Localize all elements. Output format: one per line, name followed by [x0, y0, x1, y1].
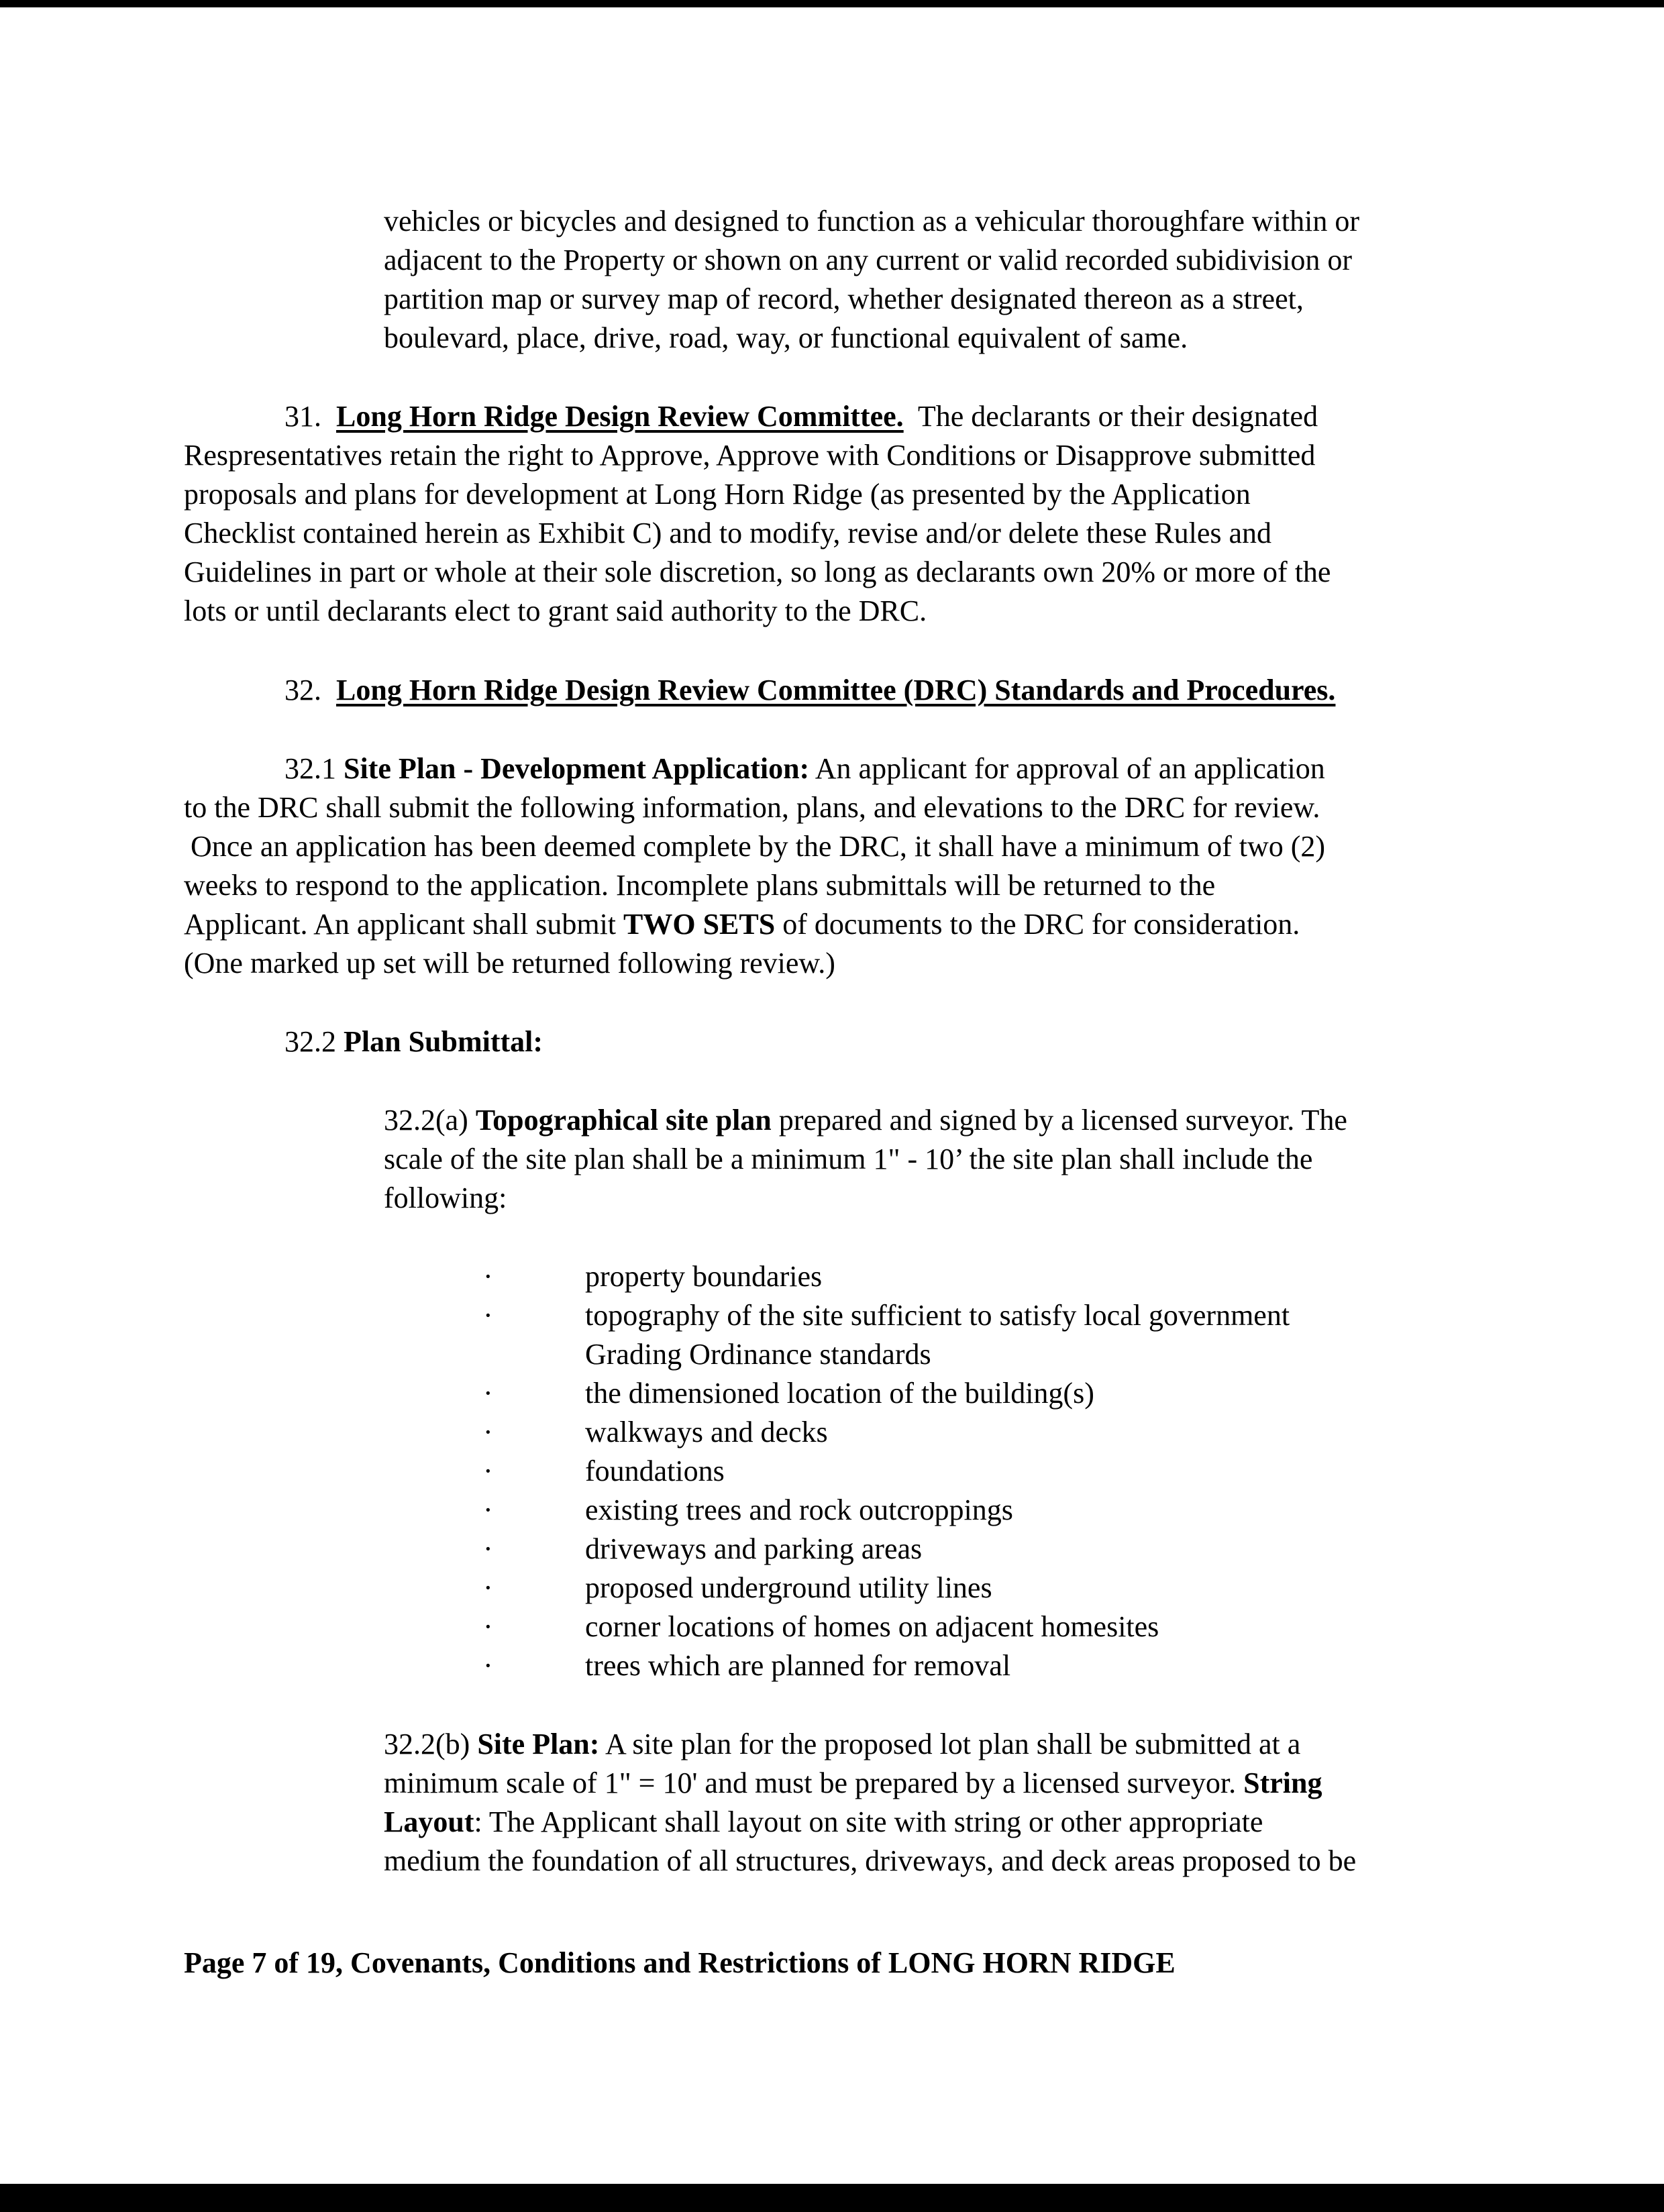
section-32-1-line: (One marked up set will be returned following review.)	[184, 947, 835, 980]
scan-top-edge	[0, 0, 1664, 7]
section-32-2b-first-line	[384, 1725, 1300, 1764]
intro-line: boulevard, place, drive, road, way, or functional equivalent of same.	[384, 321, 1188, 354]
page-footer: Page 7 of 19, Covenants, Conditions and Restrictions of LONG HORN RIDGE	[184, 1946, 1176, 1979]
bullet: ·	[483, 1260, 493, 1293]
section-32-2b-text: : The Applicant shall layout on site with string or other appropriate	[474, 1805, 1263, 1838]
list-item: property boundaries	[585, 1260, 823, 1293]
list-item-continuation: Grading Ordinance standards	[585, 1338, 931, 1371]
section-32-2a-number: 32.2(a)	[384, 1104, 468, 1137]
section-31-text: The declarants or their designated	[917, 400, 1318, 433]
section-32-heading-line	[284, 671, 1335, 710]
section-31-heading: Long Horn Ridge Design Review Committee.	[336, 400, 904, 433]
section-32-2b-line	[384, 1764, 1322, 1803]
bullet: ·	[483, 1416, 493, 1449]
list-item: walkways and decks	[585, 1416, 828, 1449]
section-32-1-line: Once an application has been deemed complete by the DRC, it shall have a minimum of two (2)	[191, 830, 1326, 863]
section-32-2b-number: 32.2(b)	[384, 1728, 470, 1760]
section-32-1-line: to the DRC shall submit the following information, plans, and elevations to the DRC for review.	[184, 791, 1320, 824]
list-item: foundations	[585, 1455, 725, 1487]
bullet: ·	[483, 1571, 493, 1604]
bullet: ·	[483, 1377, 493, 1410]
section-32-2-number: 32.2	[284, 1025, 336, 1058]
section-32-1-number: 32.1	[284, 752, 336, 785]
section-32-2-heading-line	[284, 1022, 543, 1061]
section-31-line: proposals and plans for development at Long Horn Ridge (as presented by the Application	[184, 478, 1251, 511]
intro-line: vehicles or bicycles and designed to function as a vehicular thoroughfare within or	[384, 205, 1359, 238]
two-sets-emphasis: TWO SETS	[623, 908, 776, 941]
section-32-1-line: weeks to respond to the application. Incomplete plans submittals will be returned to the	[184, 869, 1216, 902]
section-31-line: lots or until declarants elect to grant said authority to the DRC.	[184, 594, 927, 627]
section-31-line: Checklist contained herein as Exhibit C) and to modify, revise and/or delete these Rules and	[184, 517, 1272, 549]
list-item: trees which are planned for removal	[585, 1649, 1011, 1682]
section-32-2a-first-line	[384, 1101, 1347, 1140]
section-31-number: 31.	[284, 400, 321, 433]
section-31-first-line	[284, 397, 1318, 436]
list-item: proposed underground utility lines	[585, 1571, 992, 1604]
bullet: ·	[483, 1299, 493, 1332]
intro-line: adjacent to the Property or shown on any current or valid recorded subidivision or	[384, 244, 1353, 276]
list-item: existing trees and rock outcroppings	[585, 1493, 1013, 1526]
section-32-2a-line: following:	[384, 1181, 507, 1214]
bullet: ·	[483, 1532, 493, 1565]
section-32-2b-heading: Site Plan:	[477, 1728, 600, 1760]
section-32-2a-line: scale of the site plan shall be a minimum 1" - 10’ the site plan shall include the	[384, 1143, 1313, 1175]
section-32-2a-heading: Topographical site plan	[475, 1104, 772, 1137]
section-32-1-heading: Site Plan - Development Application:	[344, 752, 810, 785]
section-32-1-text: Applicant. An applicant shall submit	[184, 908, 624, 941]
section-32-2b-text: A site plan for the proposed lot plan shall be submitted at a	[605, 1728, 1301, 1760]
intro-line: partition map or survey map of record, whether designated thereon as a street,	[384, 282, 1304, 315]
section-32-2a-text: prepared and signed by a licensed surveyor. The	[778, 1104, 1347, 1137]
section-32-heading: Long Horn Ridge Design Review Committee (DRC) Standards and Procedures.	[336, 674, 1336, 706]
section-32-1-first-line	[284, 749, 1325, 788]
bullet: ·	[483, 1493, 493, 1526]
section-32-2b-line	[384, 1803, 1263, 1842]
list-item: the dimensioned location of the building(s)	[585, 1377, 1094, 1410]
bullet: ·	[483, 1649, 493, 1682]
list-item: topography of the site sufficient to satisfy local government	[585, 1299, 1290, 1332]
list-item: corner locations of homes on adjacent homesites	[585, 1610, 1159, 1643]
section-32-1-line	[184, 905, 1300, 944]
bullet: ·	[483, 1610, 493, 1643]
string-emphasis: String	[1243, 1767, 1322, 1799]
scan-bottom-edge	[0, 2184, 1664, 2212]
section-31-line: Guidelines in part or whole at their sole discretion, so long as declarants own 20% or more of the	[184, 556, 1331, 588]
section-32-2b-line: medium the foundation of all structures, driveways, and deck areas proposed to be	[384, 1844, 1357, 1877]
layout-emphasis: Layout	[384, 1805, 474, 1838]
section-32-number: 32.	[284, 674, 321, 706]
section-32-1-text: An applicant for approval of an application	[815, 752, 1325, 785]
bullet: ·	[483, 1455, 493, 1487]
section-31-line: Respresentatives retain the right to Approve, Approve with Conditions or Disapprove submitted	[184, 439, 1316, 472]
list-item: driveways and parking areas	[585, 1532, 923, 1565]
section-32-2-heading: Plan Submittal:	[344, 1025, 543, 1058]
section-32-2b-text: minimum scale of 1" = 10' and must be prepared by a licensed surveyor.	[384, 1767, 1244, 1799]
section-32-1-text: of documents to the DRC for consideration.	[775, 908, 1300, 941]
